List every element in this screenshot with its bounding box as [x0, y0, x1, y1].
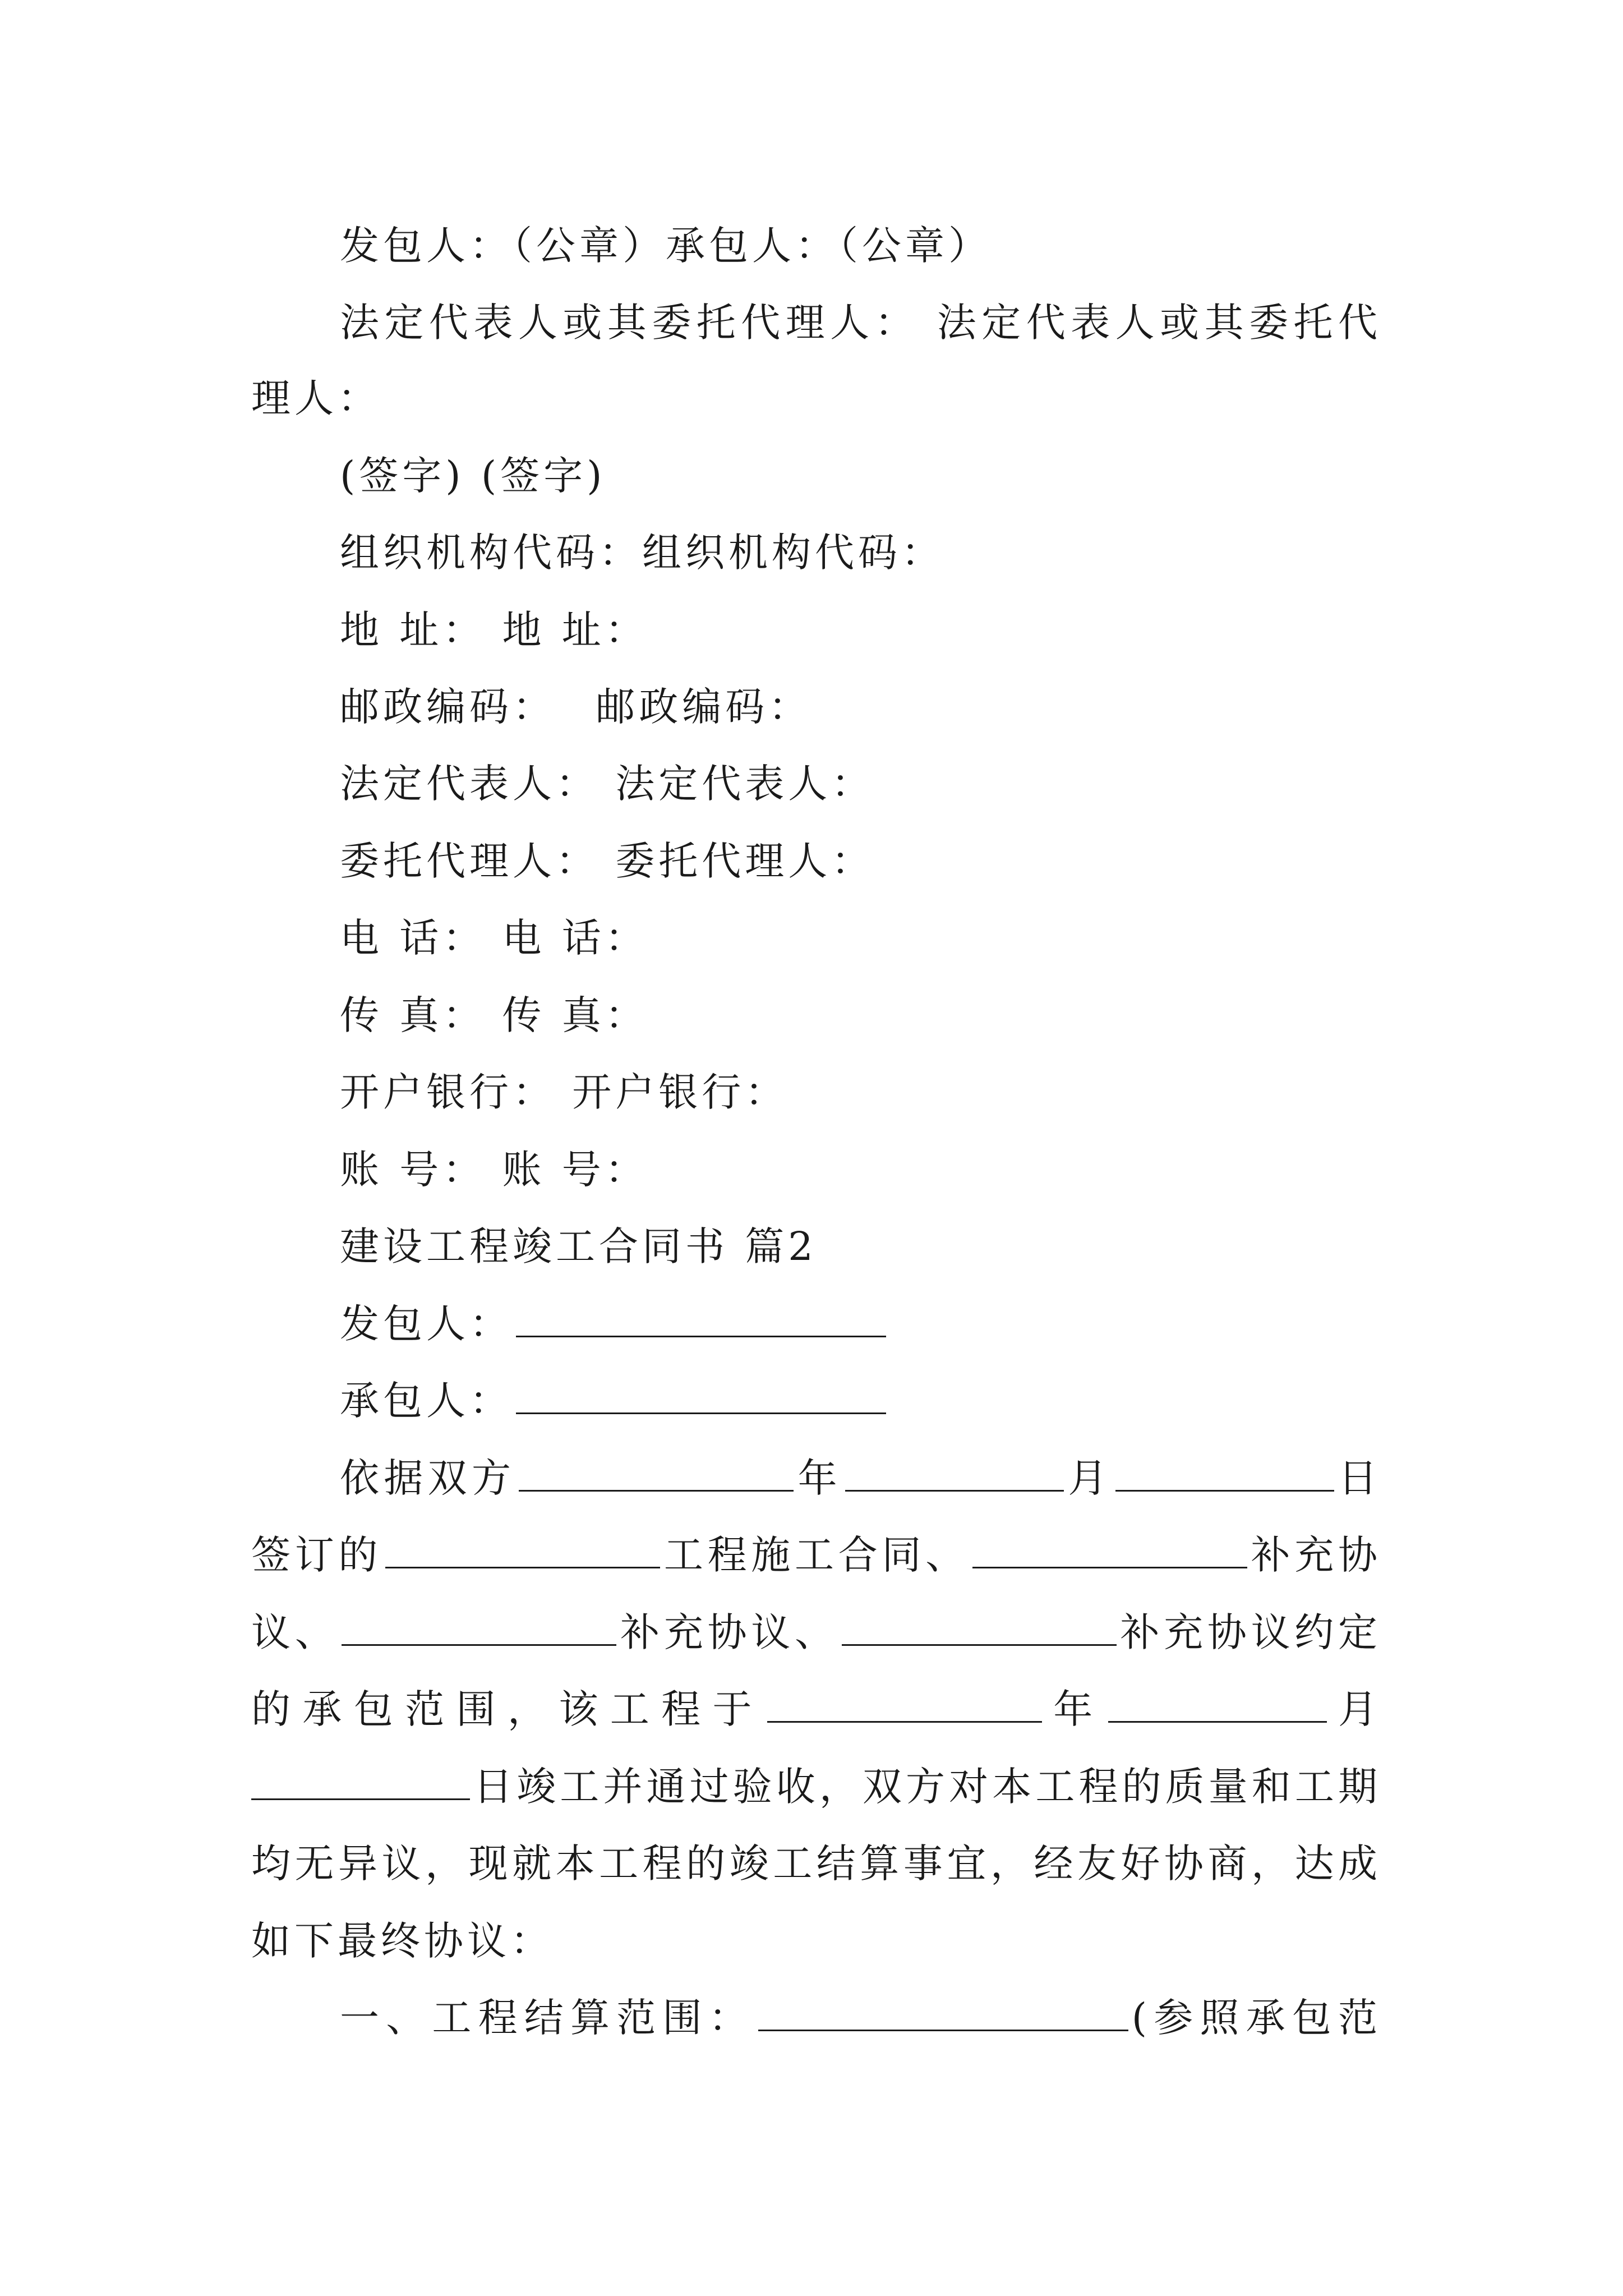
body-text: 如下最终协议：	[251, 1918, 554, 1964]
body-line-6	[251, 1838, 1381, 1889]
phone-line	[340, 913, 1381, 963]
body-line-3	[251, 1607, 1381, 1658]
blank-underline	[342, 1612, 616, 1646]
representative-line-continued	[251, 373, 1381, 424]
blank-underline	[767, 1688, 1042, 1723]
body-text: 补充协议、	[620, 1609, 838, 1655]
account-line	[340, 1144, 1381, 1195]
seal-text: 发包人：（公章）承包人：（公章）	[340, 223, 992, 269]
body-line-1	[340, 1453, 1381, 1503]
body-text: 日竣工并通过验收，双方对本工程的质量和工期	[473, 1764, 1381, 1810]
body-text: 依据双方	[340, 1455, 516, 1501]
body-text: 签订的	[251, 1532, 382, 1578]
body-text: 年	[797, 1455, 842, 1501]
bank-line	[340, 1067, 1381, 1117]
clause-text: 一、工程结算范围：	[340, 1995, 755, 2041]
clause-1-line	[340, 1993, 1381, 2043]
legal-rep-text: 法定代表人： 法定代表人：	[340, 761, 875, 807]
body-text: 月	[1330, 1686, 1382, 1732]
bank-text: 开户银行： 开户银行：	[340, 1069, 789, 1115]
blank-underline	[972, 1534, 1247, 1568]
body-text: 补充协	[1250, 1532, 1382, 1578]
clause-text: (参照承包范	[1131, 1995, 1382, 2041]
blank-underline	[1115, 1457, 1334, 1492]
employer-line	[340, 1299, 1381, 1349]
postal-code-text: 邮政编码： 邮政编码：	[340, 684, 812, 730]
body-line-4	[251, 1684, 1381, 1734]
blank-underline	[516, 1303, 886, 1337]
contractor-label: 承包人：	[340, 1378, 513, 1424]
blank-underline	[842, 1612, 1117, 1646]
phone-text: 电 话： 电 话：	[340, 915, 648, 961]
body-text: 工程施工合同、	[663, 1532, 969, 1578]
blank-underline	[1108, 1688, 1327, 1723]
body-line-5	[251, 1761, 1381, 1812]
body-text: 的承包范围，该工程于	[251, 1686, 764, 1732]
body-text: 月	[1067, 1455, 1112, 1501]
blank-underline	[516, 1380, 886, 1414]
account-text: 账 号： 账 号：	[340, 1147, 648, 1193]
blank-underline	[845, 1457, 1064, 1492]
body-line-7	[251, 1916, 1381, 1966]
representative-text-continued: 理人：	[251, 375, 381, 421]
agent-text: 委托代理人： 委托代理人：	[340, 838, 875, 884]
blank-underline	[385, 1534, 660, 1568]
address-text: 地 址： 地 址：	[340, 607, 648, 653]
section-title	[340, 1221, 1381, 1272]
contractor-line	[340, 1375, 1381, 1426]
address-line	[340, 605, 1381, 655]
representative-line	[340, 297, 1381, 348]
fax-text: 传 真： 传 真：	[340, 992, 648, 1038]
signature-line	[340, 450, 1381, 501]
body-text: 议、	[251, 1609, 339, 1655]
section-title-text: 建设工程竣工合同书 篇2	[340, 1223, 817, 1269]
blank-underline	[758, 1997, 1128, 2031]
body-text: 年	[1045, 1686, 1105, 1732]
body-text: 均无异议，现就本工程的竣工结算事宜，经友好协商，达成	[251, 1841, 1381, 1887]
postal-code-line	[340, 682, 1381, 732]
signature-seal-line	[340, 220, 1381, 271]
employer-label: 发包人：	[340, 1301, 513, 1347]
agent-line	[340, 836, 1381, 886]
representative-text: 法定代表人或其委托代理人： 法定代表人或其委托代	[340, 300, 1381, 346]
fax-line	[340, 990, 1381, 1041]
org-code-line	[340, 527, 1381, 578]
org-code-text: 组织机构代码：组织机构代码：	[340, 530, 944, 576]
signature-text: (签字) (签字)	[340, 453, 606, 499]
body-line-2	[251, 1530, 1381, 1580]
blank-underline	[519, 1457, 794, 1492]
body-text: 补充协议约定	[1119, 1609, 1382, 1655]
body-text: 日	[1337, 1455, 1382, 1501]
legal-rep-line	[340, 758, 1381, 809]
blank-underline	[251, 1766, 470, 1800]
